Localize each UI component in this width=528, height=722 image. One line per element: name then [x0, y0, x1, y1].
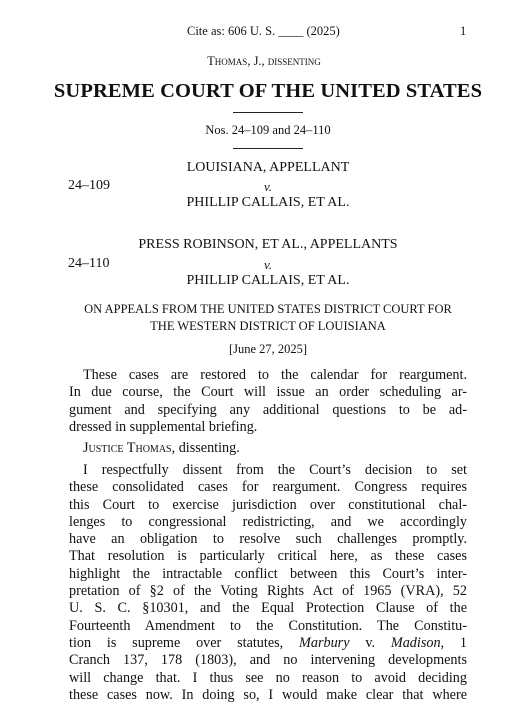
appeal-line: ON APPEALS FROM THE UNITED STATES DISTRICT COURT FOR	[84, 302, 452, 316]
text-run: v.	[365, 634, 376, 651]
appellant-role: , APPELLANTS	[303, 237, 398, 252]
text-line: In due course, the Court will issue an order scheduling ar-	[69, 384, 467, 401]
text-run: tion is supreme over statutes,	[69, 634, 284, 651]
case-name-marbury: Marbury	[299, 634, 350, 651]
appeal-line: THE WESTERN DISTRICT OF LOUISIANA	[150, 318, 386, 333]
text-line	[69, 440, 467, 457]
divider	[233, 112, 303, 113]
text-line: gument and specifying any additional questions to be ad-	[69, 401, 467, 418]
text-line: lenges to congressional redistricting, and we accordingly	[69, 513, 467, 530]
text-line: That resolution is particularly critical here, as these cases	[69, 548, 467, 565]
appellee	[0, 273, 528, 289]
text-line	[69, 635, 467, 652]
text-line: Fourteenth Amendment to the Constitution. The Constitu-	[69, 617, 467, 634]
et-al: ET AL.	[307, 195, 350, 210]
text-line: dressed in supplemental briefing.	[69, 418, 258, 435]
text-line: will change that. I thus see no reason to avoid deciding	[69, 669, 467, 686]
page-number: 1	[460, 24, 467, 38]
et-al: ET AL.	[261, 237, 304, 252]
decision-date: [June 27, 2025]	[228, 342, 308, 356]
order-paragraph	[69, 367, 467, 436]
case-number: 24–110	[68, 256, 110, 271]
appeal-statement	[0, 301, 528, 334]
text-line: These cases are restored to the calendar for reargument.	[83, 367, 467, 383]
text-line: this Court to exercise jurisdiction over constitutional chal-	[69, 496, 467, 513]
text-line: these consolidated cases for reargument. Congress requires	[69, 479, 467, 496]
text-run: , 1	[440, 634, 467, 651]
citation: Cite as: 606 U. S. ____ (2025)	[187, 24, 340, 38]
appellant: LOUISIANA, APPELLANT	[186, 160, 350, 175]
justice-line	[69, 440, 467, 457]
versus: v.	[263, 257, 273, 272]
running-head: Thomas, J., dissenting	[207, 54, 321, 68]
et-al: ET AL.	[307, 273, 350, 288]
case-number: 24–109	[68, 178, 110, 193]
text-line: have an obligation to resolve such challenges promptly.	[69, 531, 467, 548]
appellant	[0, 237, 528, 253]
divider	[233, 148, 303, 149]
dissent-paragraph	[69, 462, 467, 704]
case-name-madison: Madison	[390, 634, 441, 651]
appellee-name: PHILLIP CALLAIS,	[186, 195, 305, 210]
text-line: pretation of §2 of the Voting Rights Act of 1965 (VRA), 52	[69, 583, 467, 600]
text-line: U. S. C. §10301, and the Equal Protection Clause of the	[69, 600, 467, 617]
appellee	[0, 195, 528, 211]
justice-name: Justice Thomas	[83, 440, 172, 456]
appellant-name: PRESS ROBINSON,	[138, 237, 259, 252]
docket-numbers: Nos. 24–109 and 24–110	[205, 123, 331, 137]
court-title: SUPREME COURT OF THE UNITED STATES	[53, 80, 483, 102]
text-line: I respectfully dissent from the Court’s decision to set	[83, 462, 467, 478]
versus: v.	[263, 179, 273, 194]
appellee-name: PHILLIP CALLAIS,	[186, 273, 305, 288]
text-line: these cases now. In doing so, I would make clear that where	[69, 686, 467, 703]
text-line: highlight the intractable conflict between this Court’s inter-	[69, 565, 467, 582]
justice-line-rest: , dissenting.	[171, 440, 240, 456]
text-line: Cranch 137, 178 (1803), and no intervening developments	[69, 652, 467, 669]
